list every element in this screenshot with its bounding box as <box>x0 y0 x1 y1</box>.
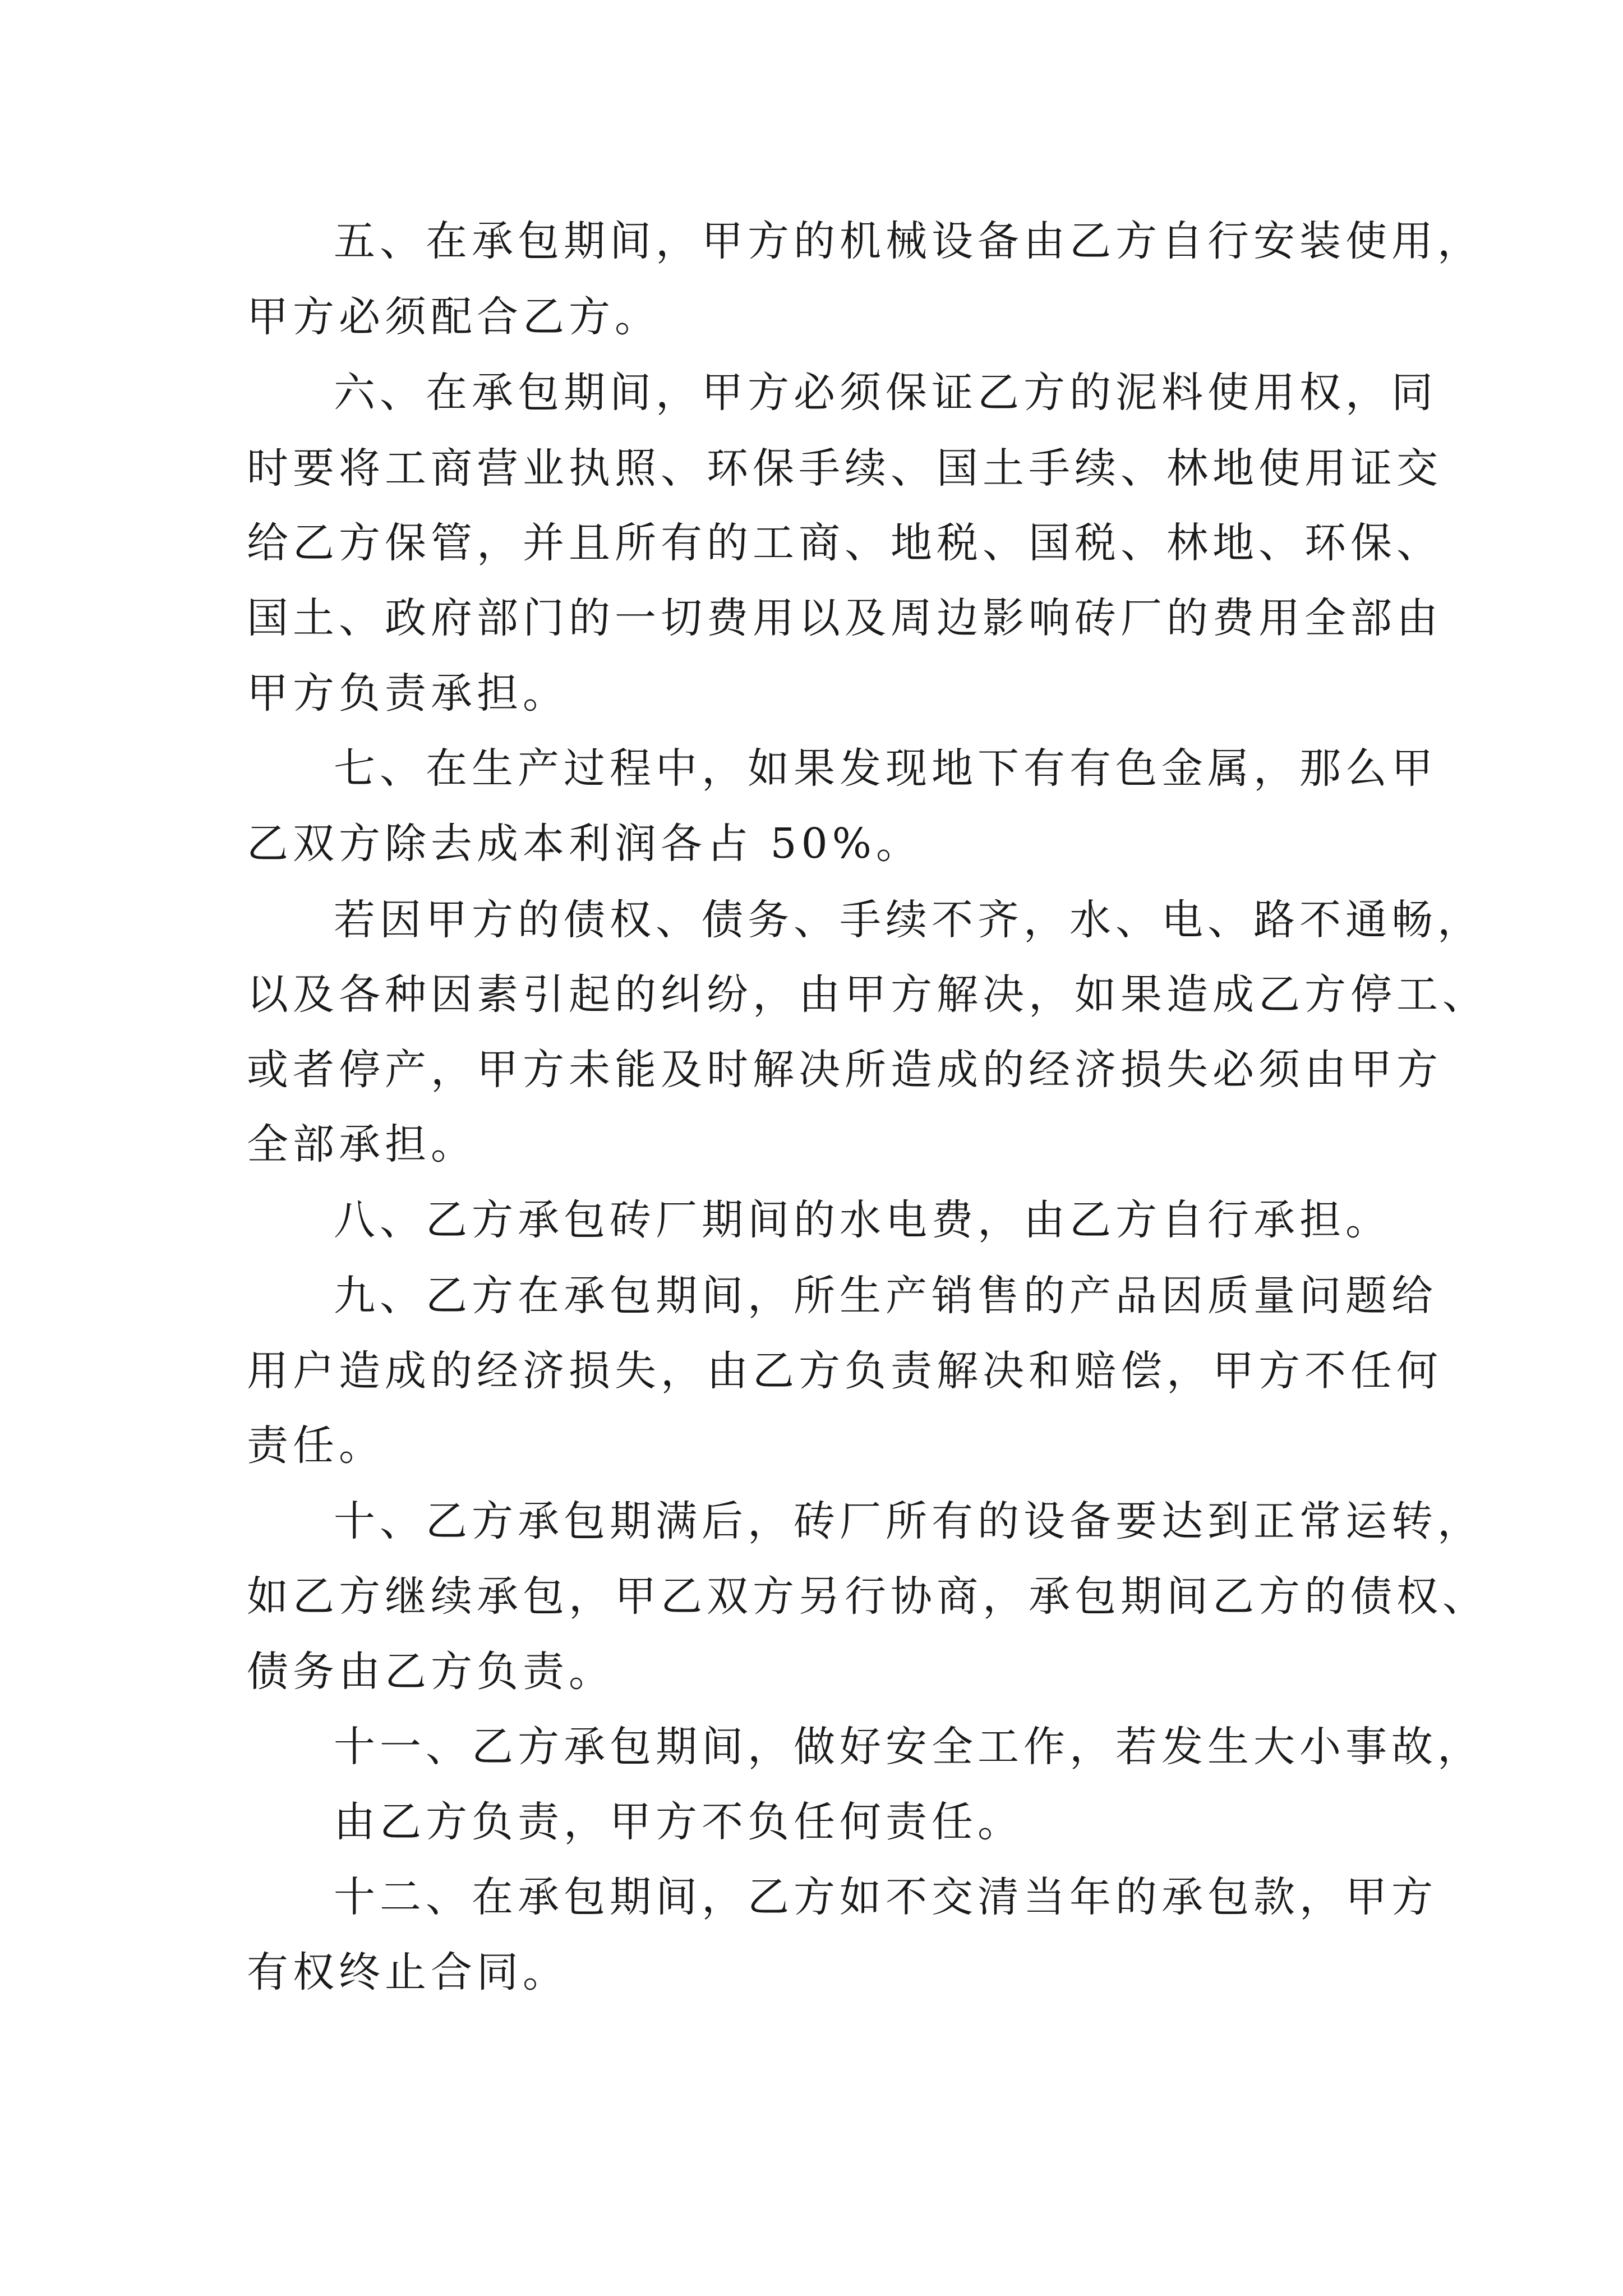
clause-12-line-1: 十二、在承包期间，乙方如不交清当年的承包款，甲方 <box>334 1873 1437 1921</box>
paragraph-dispute-line-3: 或者停产，甲方未能及时解决所造成的经济损失必须由甲方 <box>247 1046 1442 1094</box>
clause-9-line-3: 责任。 <box>247 1421 385 1470</box>
clause-5-line-2: 甲方必须配合乙方。 <box>247 293 661 341</box>
clause-9-line-2: 用户造成的经济损失，由乙方负责解决和赔偿，甲方不任何 <box>247 1347 1442 1395</box>
clause-6-line-1: 六、在承包期间，甲方必须保证乙方的泥料使用权，同 <box>334 369 1437 417</box>
document-page <box>247 0 1488 2296</box>
clause-10-line-2: 如乙方继续承包，甲乙双方另行协商，承包期间乙方的债权、 <box>247 1572 1488 1621</box>
clause-6-line-2: 时要将工商营业执照、环保手续、国土手续、林地使用证交 <box>247 444 1442 493</box>
clause-11-line-2: 由乙方负责，甲方不负任何责任。 <box>334 1798 1023 1846</box>
clause-8-line-1: 八、乙方承包砖厂期间的水电费，由乙方自行承担。 <box>334 1196 1391 1244</box>
clause-5-line-1: 五、在承包期间，甲方的机械设备由乙方自行安装使用， <box>334 217 1483 265</box>
clause-7-line-1: 七、在生产过程中，如果发现地下有有色金属，那么甲 <box>334 744 1437 793</box>
clause-6-line-4: 国土、政府部门的一切费用以及周边影响砖厂的费用全部由 <box>247 594 1442 642</box>
clause-11-line-1: 十一、乙方承包期间，做好安全工作，若发生大小事故， <box>334 1723 1483 1771</box>
paragraph-dispute-line-2: 以及各种因素引起的纠纷，由甲方解决，如果造成乙方停工、 <box>247 970 1488 1019</box>
clause-7-line-2: 乙双方除去成本利润各占 50%。 <box>247 820 922 868</box>
clause-12-line-2: 有权终止合同。 <box>247 1948 569 1996</box>
clause-10-line-1: 十、乙方承包期满后，砖厂所有的设备要达到正常运转， <box>334 1497 1483 1545</box>
paragraph-dispute-line-4: 全部承担。 <box>247 1120 477 1168</box>
clause-9-line-1: 九、乙方在承包期间，所生产销售的产品因质量问题给 <box>334 1272 1437 1320</box>
paragraph-dispute-line-1: 若因甲方的债权、债务、手续不齐，水、电、路不通畅， <box>334 896 1483 944</box>
clause-10-line-3: 债务由乙方负责。 <box>247 1648 615 1696</box>
clause-6-line-5: 甲方负责承担。 <box>247 669 569 717</box>
clause-6-line-3: 给乙方保管，并且所有的工商、地税、国税、林地、环保、 <box>247 519 1442 567</box>
